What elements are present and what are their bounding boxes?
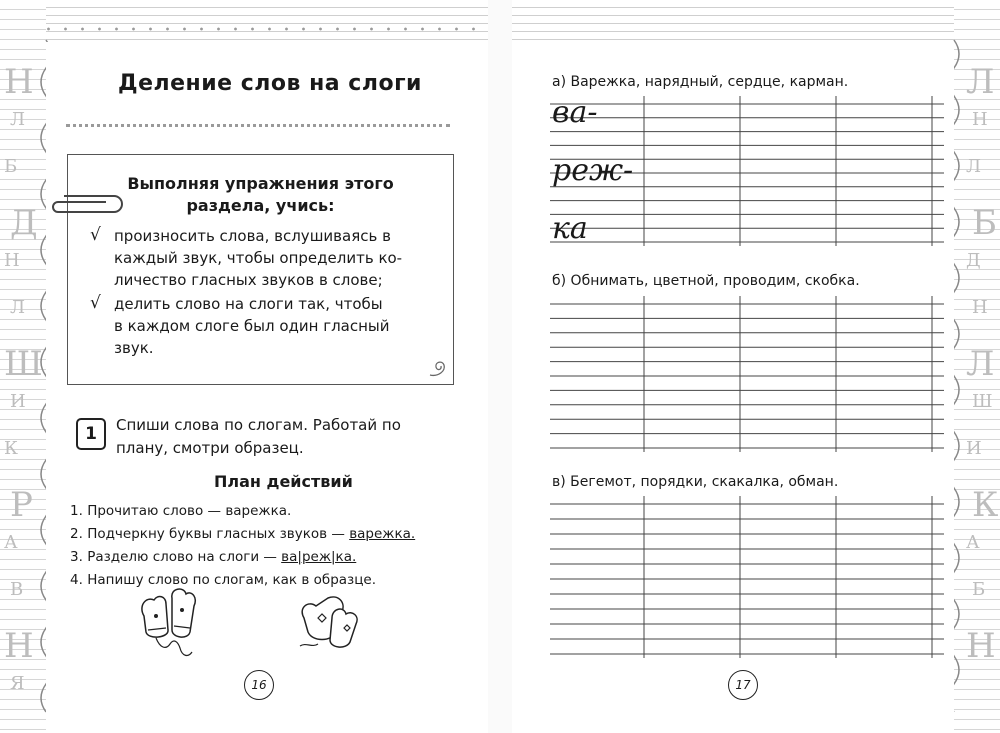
left-sheet <box>46 42 488 733</box>
rule-item: делить слово на слоги так, чтобы в каждом слоге был один гласный звук. <box>114 295 390 357</box>
decorative-letter: А <box>4 532 18 553</box>
mittens-icon <box>136 586 206 664</box>
decorative-letter: Ш <box>972 391 993 412</box>
decorative-letter: К <box>4 438 18 459</box>
top-dots <box>6 26 482 32</box>
exercise-label: в) Бегемот, порядки, скакалка, обман. <box>552 474 839 490</box>
rule-item: произносить слова, вслушиваясь в каждый звук, чтобы определить ко- личество гласных звуков в слове; <box>114 227 403 289</box>
title-divider <box>66 124 450 127</box>
exercise-label: б) Обнимать, цветной, проводим, скобка. <box>552 273 860 289</box>
decorative-letter: И <box>966 438 982 459</box>
decorative-letter: Ш <box>4 344 43 384</box>
page-title: Деление слов на слоги <box>118 71 422 96</box>
decorative-letter: Н <box>972 109 988 130</box>
plan-step: 2. Подчеркну буквы гласных звуков — варежка. <box>70 526 416 542</box>
plan-title: План действий <box>214 472 353 491</box>
task-number-badge: 1 <box>76 418 106 450</box>
left-page <box>0 0 488 733</box>
decorative-letter: Б <box>972 579 986 600</box>
decorative-letter: Н <box>4 250 20 271</box>
mittens-icon <box>298 588 366 658</box>
decorative-letter: Д <box>10 203 38 243</box>
decorative-letter: В <box>10 579 24 600</box>
decorative-letter: Б <box>4 156 18 177</box>
syllable-word: ва|реж|ка. <box>281 549 357 565</box>
plan-step: 3. Разделю слово на слоги — ва|реж|ка. <box>70 549 357 565</box>
rules-heading: Выполняя упражнения этого раздела, учись: <box>127 174 394 215</box>
page-number: 17 <box>728 670 758 700</box>
writing-grid <box>550 296 946 452</box>
book-gutter <box>488 0 512 733</box>
decorative-letter: А <box>966 532 980 553</box>
check-mark-icon: √ <box>90 225 101 245</box>
cursive-sample: ва- реж- ка <box>552 95 634 246</box>
right-page <box>512 0 1000 733</box>
page-number: 16 <box>244 670 274 700</box>
plan-step: 4. Напишу слово по слогам, как в образце. <box>70 572 376 588</box>
writing-grid <box>550 496 946 658</box>
decorative-letter: Д <box>966 250 981 271</box>
decorative-letter: Л <box>10 297 26 318</box>
page-curl-icon <box>428 357 450 379</box>
check-mark-icon: √ <box>90 293 101 313</box>
decorative-letter: Л <box>10 109 26 130</box>
rules-box <box>67 154 454 385</box>
decorative-letter: И <box>10 391 26 412</box>
decorative-letter: Л <box>966 156 982 177</box>
decorative-letter: Л <box>966 344 995 384</box>
decorative-letter: К <box>972 485 999 525</box>
decorative-letter: Н <box>966 626 996 666</box>
decorative-letter: Я <box>10 673 25 694</box>
plan-step: 1. Прочитаю слово — варежка. <box>70 503 292 519</box>
plan-steps <box>70 500 415 592</box>
underlined-word: варежка. <box>349 526 416 542</box>
exercise-label: а) Варежка, нарядный, сердце, карман. <box>552 74 849 90</box>
task-instruction: Спиши слова по слогам. Работай по плану, смотри образец. <box>116 416 401 457</box>
decorative-letter: Н <box>4 62 34 102</box>
decorative-letter: Л <box>966 62 995 102</box>
decorative-letter: Н <box>972 297 988 318</box>
paperclip-icon <box>44 190 124 220</box>
decorative-letter: Б <box>972 203 997 243</box>
decorative-letter: Н <box>4 626 34 666</box>
decorative-letter: Р <box>10 485 33 525</box>
